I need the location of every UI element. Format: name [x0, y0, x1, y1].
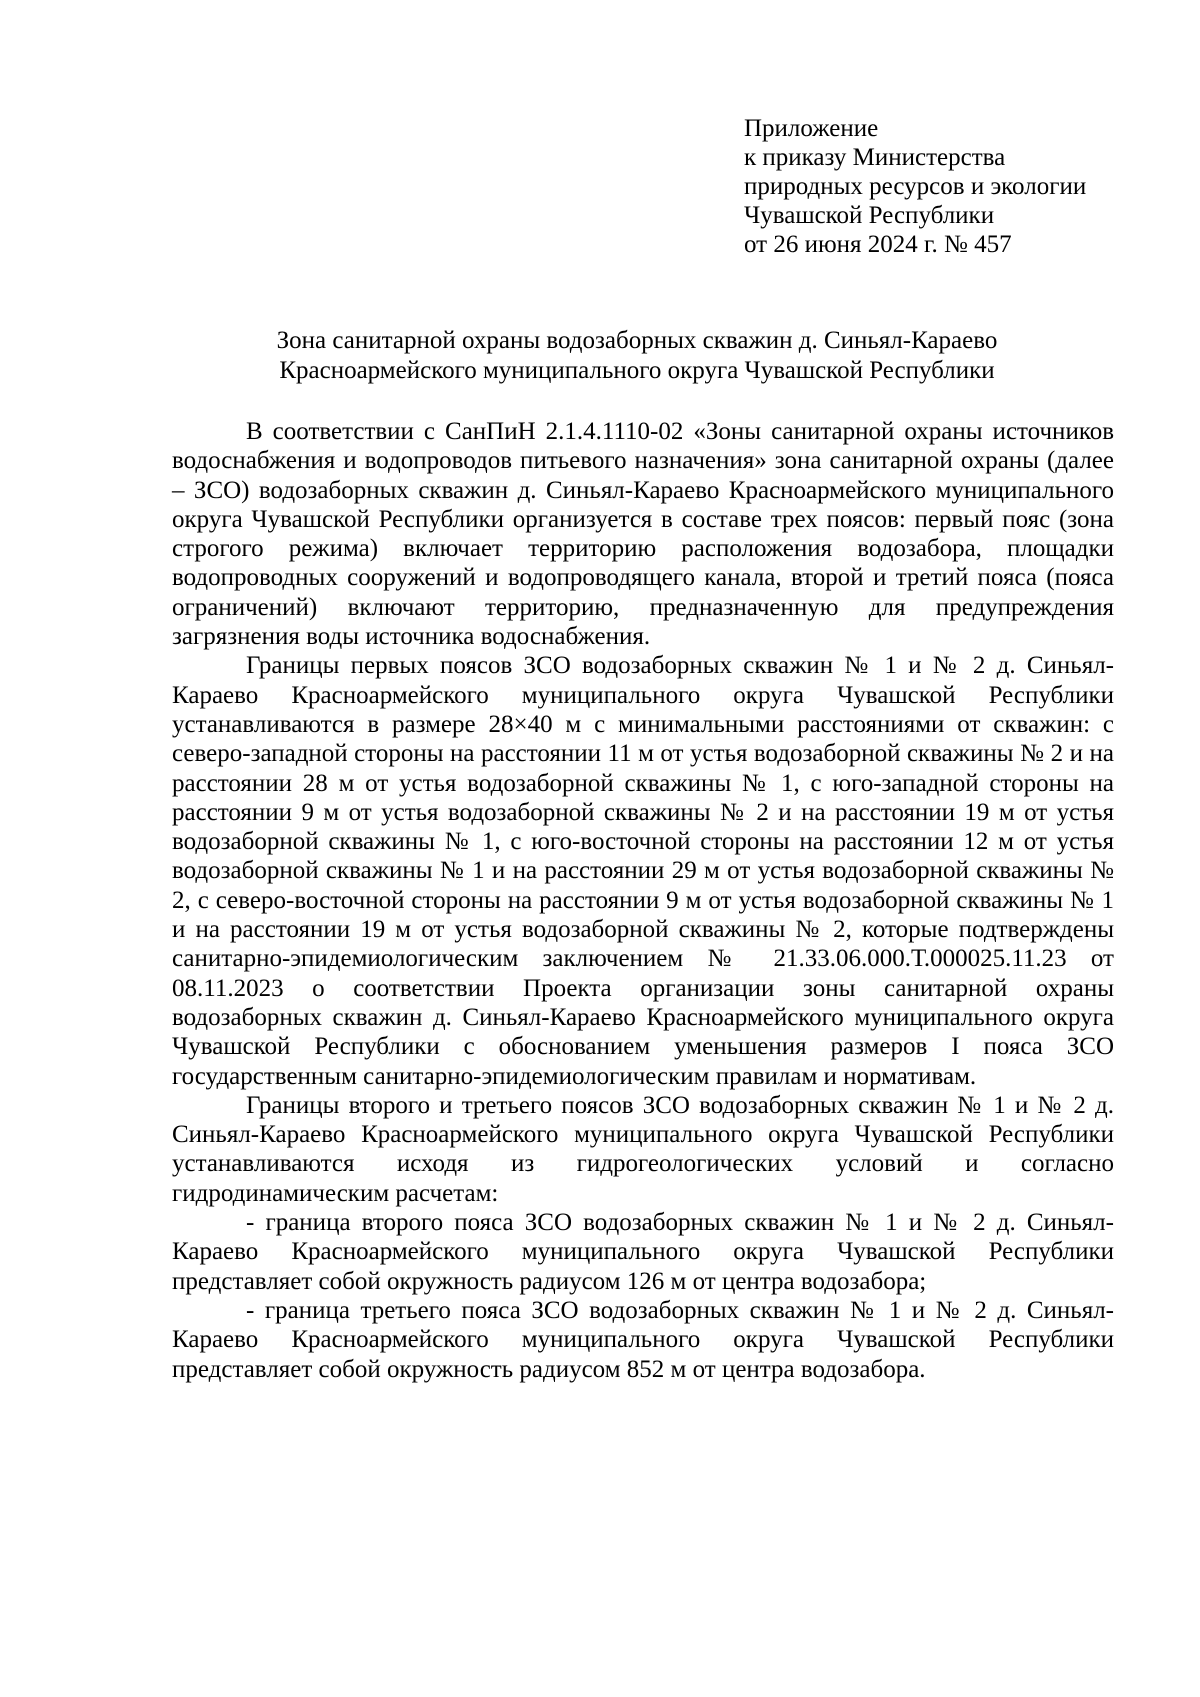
body-paragraph: - граница третьего пояса ЗСО водозаборных скважин № 1 и № 2 д. Синьял-Караево Красноармейского муниципального округа Чувашской Республики представляет собой окружность радиусом 852 м от центра водозабора. [172, 1296, 1114, 1383]
title-line: Красноармейского муниципального округа Чувашской Республики [279, 357, 995, 384]
appendix-line: Чувашской Республики [744, 202, 995, 229]
body-paragraph: Границы первых поясов ЗСО водозаборных скважин № 1 и № 2 д. Синьял-Караево Красноармейского муниципального округа Чувашской Республики устанавливаются в размере 28×40 м с минимальными расстояниями от скважин: с северо-западной стороны на расстоянии 11 м от устья водозаборной скважины № 2 и на расстоянии 28 м от устья водозаборной скважины № 1, с юго-западной стороны на расстоянии 9 м от устья водозаборной скважины № 2 и на расстоянии 19 м от устья водозаборной скважины № 1, с юго-восточной стороны на расстоянии 12 м от устья водозаборной скважины № 1 и на расстоянии 29 м от устья водозаборной скважины № 2, с северо-восточной стороны на расстоянии 9 м от устья водозаборной скважины № 1 и на расстоянии 19 м от устья водозаборной скважины № 2, которые подтверждены санитарно-эпидемиологическим заключением № 21.33.06.000.Т.000025.11.23 от 08.11.2023 о соответствии Проекта организации зоны санитарной охраны водозаборных скважин д. Синьял-Караево Красноармейского муниципального округа Чувашской Республики с обоснованием уменьшения размеров I пояса ЗСО государственным санитарно-эпидемиологическим правилам и нормативам. [172, 652, 1114, 1090]
document-title [172, 326, 1102, 386]
title-line: Зона санитарной охраны водозаборных скважин д. Синьял-Караево [276, 327, 998, 354]
appendix-line: природных ресурсов и экологии [744, 173, 1087, 200]
appendix-line: Приложение [744, 115, 879, 142]
appendix-line: к приказу Министерства [744, 144, 1006, 171]
document-body [172, 417, 1114, 1384]
body-paragraph: В соответствии с СанПиН 2.1.4.1110-02 «Зоны санитарной охраны источников водоснабжения и водопроводов питьевого назначения» зона санитарной охраны (далее – ЗСО) водозаборных скважин д. Синьял-Караево Красноармейского муниципального округа Чувашской Республики организуется в составе трех поясов: первый пояс (зона строгого режима) включает территорию расположения водозабора, площадки водопроводных сооружений и водопроводящего канала, второй и третий пояса (пояса ограничений) включают территорию, предназначенную для предупреждения загрязнения воды источника водоснабжения. [172, 418, 1114, 651]
appendix-line: от 26 июня 2024 г. № 457 [744, 231, 1012, 258]
appendix-header [744, 114, 1164, 259]
body-paragraph: Границы второго и третьего поясов ЗСО водозаборных скважин № 1 и № 2 д. Синьял-Караево Красноармейского муниципального округа Чувашской Республики устанавливаются исходя из гидрогеологических условий и согласно гидродинамическим расчетам: [172, 1091, 1114, 1207]
body-paragraph: - граница второго пояса ЗСО водозаборных скважин № 1 и № 2 д. Синьял-Караево Красноармейского муниципального округа Чувашской Республики представляет собой окружность радиусом 126 м от центра водозабора; [172, 1209, 1114, 1295]
